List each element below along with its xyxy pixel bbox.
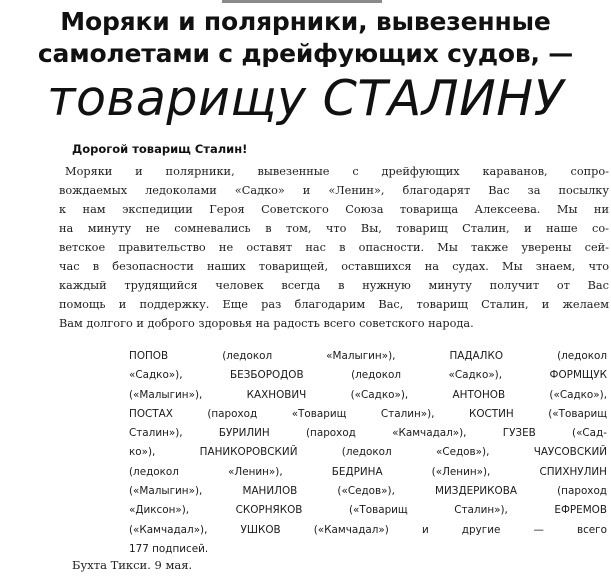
body-line: час в безопасности наших товарищей, оставшихся на судах. Мы знаем, что (59, 260, 609, 273)
body-line: вождаемых ледоколами «Садко» и «Ленин», благодарят Вас за посылку (59, 184, 609, 197)
signature-line: ПОСТАХ (пароход «Товарищ Сталин»), КОСТИН («Товарищ (129, 407, 607, 420)
body-line: на минуту не сомневались в том, что Вы, товарищ Сталин, и наше со- (59, 222, 609, 235)
signature-line: (ледокол «Ленин»), БЕДРИНА («Ленин»), СПИХНУЛИН (129, 465, 607, 478)
signature-line: «Садко»), БЕЗБОРОДОВ (ледокол «Садко»), ФОРМЩУК (129, 369, 607, 382)
signature-line: («Камчадал»), УШКОВ («Камчадал») и другие — всего (129, 523, 607, 536)
body-line: каждый трудящийся человек всегда в нужную минуту получит от Вас (59, 279, 609, 292)
signature-line: «Диксон»), СКОРНЯКОВ («Товарищ Сталин»), ЕФРЕМОВ (129, 504, 607, 517)
signature-line: ко»), ПАНИКОРОВСКИЙ (ледокол «Седов»), ЧАУСОВСКИЙ (129, 446, 607, 459)
body-line: к нам экспедиции Героя Советского Союза товарища Алексеева. Мы ни (59, 203, 609, 216)
headline-line: самолетами с дрейфующих судов, — (37, 39, 574, 68)
signature-line: («Малыгин»), МАНИЛОВ («Седов»), МИЗДЕРИКОВА (пароход (129, 485, 607, 498)
body-line: помощь и поддержку. Еще раз благодарим Вас, товарищ Сталин, и желаем (59, 298, 609, 311)
signature-line: Сталин»), БУРИЛИН (пароход «Камчадал»), ГУЗЕВ («Сад- (129, 427, 607, 440)
signature-line: 177 подписей. (129, 542, 209, 555)
headline (0, 6, 611, 70)
top-rule (222, 0, 382, 3)
headline-line: Моряки и полярники, вывезенные (60, 7, 551, 36)
body-line: Моряки и полярники, вывезенные с дрейфующих караванов, сопро- (65, 165, 609, 178)
place-date: Бухта Тикси. 9 мая. (72, 558, 193, 572)
signature-line: ПОПОВ (ледокол «Малыгин»), ПАДАЛКО (ледокол (129, 350, 607, 362)
body-line: Вам долгого и доброго здоровья на радость всего советского народа. (59, 317, 474, 330)
body-line: ветское правительство не оставят нас в опасности. Мы также уверены сей- (59, 241, 609, 254)
big-title: товарищу СТАЛИНУ (47, 70, 564, 127)
letter-body (59, 162, 609, 333)
salutation: Дорогой товарищ Сталин! (72, 142, 248, 156)
signature-line: («Малыгин»), КАХНОВИЧ («Садко»), АНТОНОВ («Садко»), (129, 388, 607, 401)
signatures (129, 347, 607, 559)
